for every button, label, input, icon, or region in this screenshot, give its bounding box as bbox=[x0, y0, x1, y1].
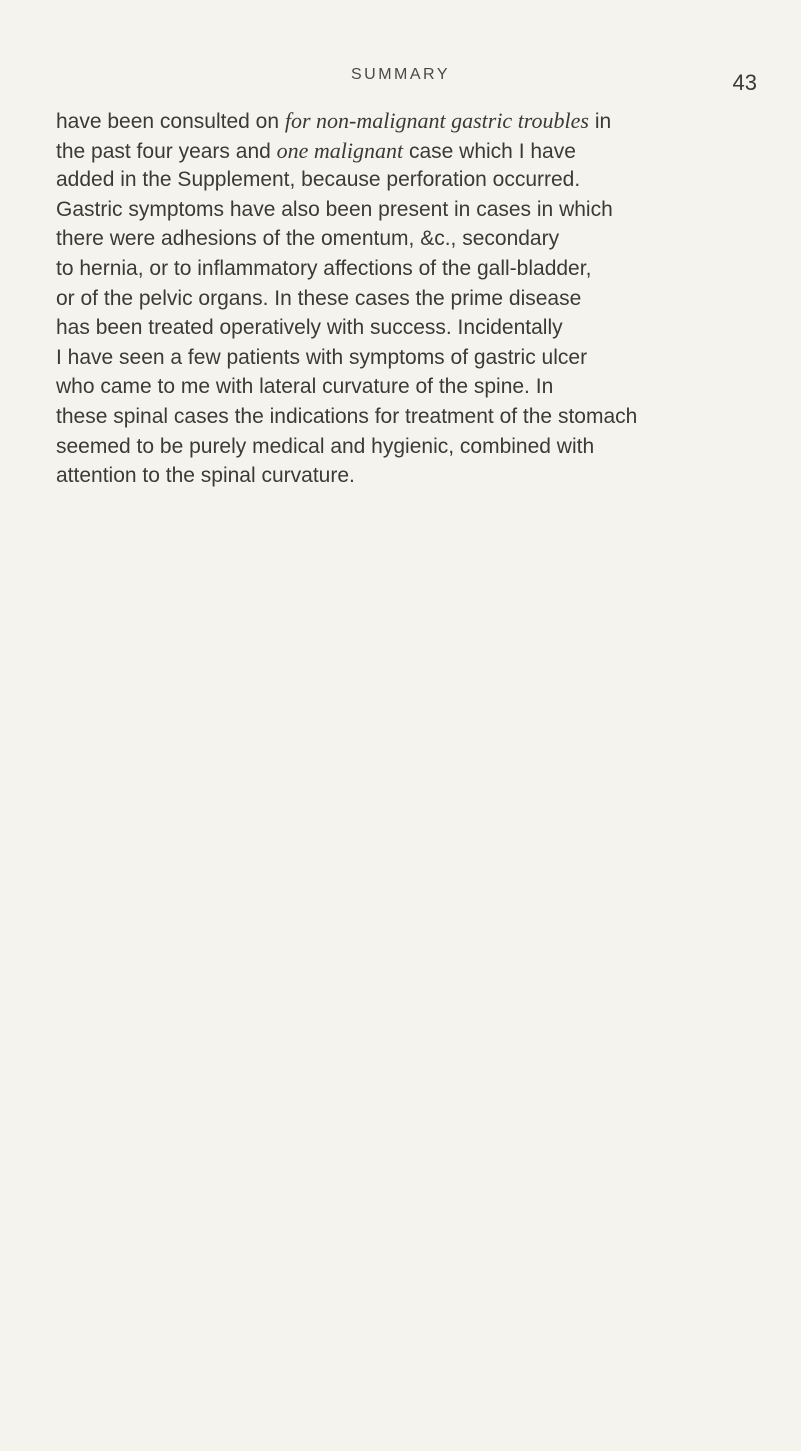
text-line: added in the Supplement, because perforation occurred. bbox=[56, 168, 581, 192]
line-text: case which I have bbox=[403, 139, 576, 163]
body-paragraph bbox=[56, 106, 750, 491]
text-line: has been treated operatively with success. Incidentally bbox=[56, 316, 563, 340]
text-line: there were adhesions of the omentum, &c., secondary bbox=[56, 227, 560, 251]
running-head bbox=[0, 66, 801, 96]
line-segment bbox=[56, 137, 576, 163]
text-line: I have seen a few patients with symptoms of gastric ulcer bbox=[56, 345, 588, 369]
italic-phrase: one malignant bbox=[276, 137, 404, 163]
text-line: who came to me with lateral curvature of the spine. In bbox=[56, 375, 554, 399]
line-text: the past four years and bbox=[56, 139, 277, 163]
line-text: have been consulted on bbox=[56, 110, 285, 133]
text-line: seemed to be purely medical and hygienic, combined with bbox=[56, 434, 595, 458]
text-line: or of the pelvic organs. In these cases the prime disease bbox=[56, 286, 582, 310]
running-title: SUMMARY bbox=[351, 66, 450, 83]
line-text: in bbox=[589, 110, 612, 133]
italic-phrase: for non-malignant gastric troubles bbox=[284, 108, 589, 133]
text-line: these spinal cases the indications for treatment of the stomach bbox=[56, 404, 638, 428]
text-line bbox=[56, 106, 750, 136]
line-segment bbox=[56, 110, 611, 133]
text-line: to hernia, or to inflammatory affections of the gall-bladder, bbox=[56, 256, 592, 280]
text-line-last: attention to the spinal curvature. bbox=[56, 464, 355, 488]
page-number: 43 bbox=[732, 70, 757, 95]
text-line bbox=[56, 136, 750, 166]
text-line: Gastric symptoms have also been present in cases in which bbox=[56, 197, 613, 221]
